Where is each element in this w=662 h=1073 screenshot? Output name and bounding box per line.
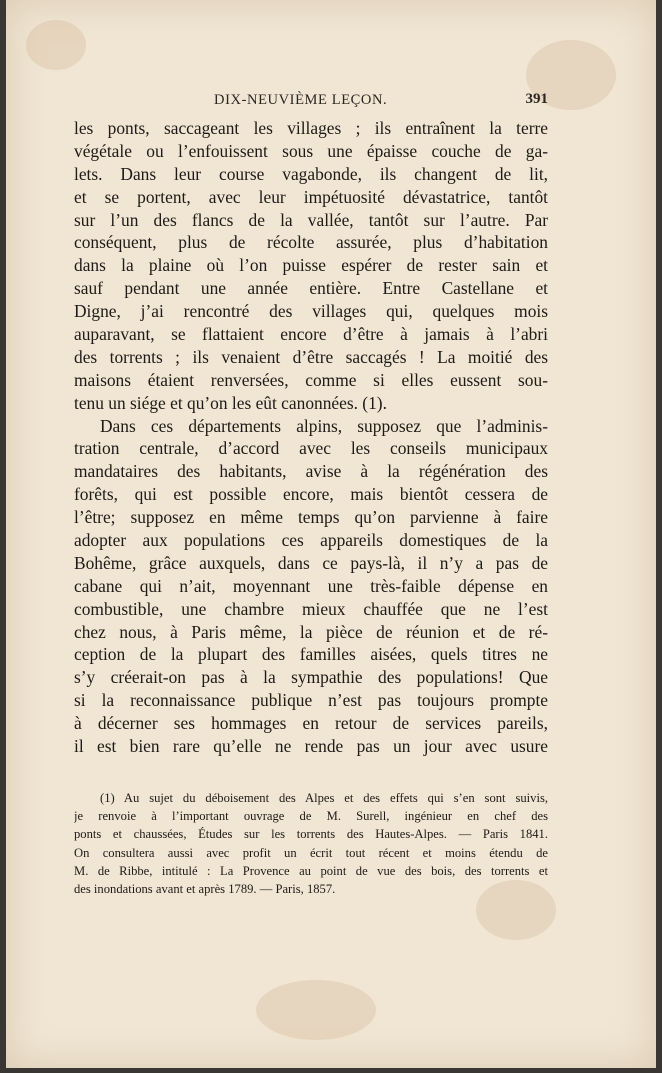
footnote-line: M. de Ribbe, intitulé : La Provence au point de vue des bois, des torrents et <box>74 863 548 878</box>
text-line: Dans ces départements alpins, supposez que l’adminis- <box>100 415 548 436</box>
text-line: ception de la plupart des familles aisées, quels titres ne <box>74 644 548 665</box>
footnote-line: (1) Au sujet du déboisement des Alpes et des effets qui s’en sont suivis, <box>100 791 548 805</box>
text-line: cabane qui n’ait, moyennant une très-faible dépense en <box>74 575 548 596</box>
text-line: conséquent, plus de récolte assurée, plus d’habitation <box>74 232 548 253</box>
foxing-stain <box>26 20 86 70</box>
text-line: sauf pendant une année entière. Entre Castellane et <box>74 278 548 299</box>
text-line: combustible, une chambre mieux chauffée que ne l’est <box>74 598 548 619</box>
footnote-line: des inondations avant et après 1789. — Paris, 1857. <box>74 881 336 896</box>
footnote-line: je renvoie à l’important ouvrage de M. Surell, ingénieur en chef des <box>74 809 548 824</box>
text-line: s’y créerait-on pas à la sympathie des populations! Que <box>74 667 548 688</box>
text-line: maisons étaient renversées, comme si elles eussent sou- <box>74 369 548 390</box>
text-line: tration centrale, d’accord avec les conseils municipaux <box>74 438 548 459</box>
foxing-stain <box>256 980 376 1040</box>
text-line: végétale ou l’enfouissent sous une épaisse couche de ga- <box>74 140 548 161</box>
text-line: si la reconnaissance publique n’est pas toujours prompte <box>74 690 548 711</box>
text-line: l’être; supposez en même temps qu’on parvienne à faire <box>74 507 548 528</box>
text-line: mandataires des habitants, avise à la régénération des <box>74 461 548 482</box>
text-line: sur l’un des flancs de la vallée, tantôt sur l’autre. Par <box>74 209 548 230</box>
running-title: DIX-NEUVIÈME LEÇON. <box>214 92 388 108</box>
footnote-line: ponts et chaussées, Études sur les torrents des Hautes-Alpes. — Paris 1841. <box>74 827 548 842</box>
book-page <box>6 0 656 1068</box>
page-number: 391 <box>525 91 548 107</box>
footnote-line: On consultera aussi avec profit un écrit tout récent et moins étendu de <box>74 845 548 860</box>
text-line: Digne, j’ai rencontré des villages qui, quelques mois <box>74 301 548 322</box>
text-line: tenu un siége et qu’on les eût canonnées. (1). <box>74 392 387 413</box>
text-line: il est bien rare qu’elle ne rende pas un jour avec usure <box>74 736 548 757</box>
text-line: auparavant, se flattaient encore d’être à jamais à l’abri <box>74 324 548 345</box>
text-line: à décerner ses hommages en retour de services pareils, <box>74 713 548 734</box>
text-line: dans la plaine où l’on puisse espérer de rester sain et <box>74 255 548 276</box>
text-line: Bohême, grâce auxquels, dans ce pays-là, il n’y a pas de <box>74 552 548 573</box>
text-line: les ponts, saccageant les villages ; ils entraînent la terre <box>74 118 548 138</box>
text-line: chez nous, à Paris même, la pièce de réunion et de ré- <box>74 621 548 642</box>
text-line: lets. Dans leur course vagabonde, ils changent de lit, <box>74 163 548 184</box>
page-header <box>74 88 548 112</box>
text-line: forêts, qui est possible encore, mais bientôt cessera de <box>74 484 548 505</box>
main-text <box>74 117 548 758</box>
text-line: adopter aux populations ces appareils domestiques de la <box>74 530 548 551</box>
text-line: des torrents ; ils venaient d’être saccagés ! La moitié des <box>74 346 548 367</box>
footnotes <box>74 789 548 898</box>
text-line: et se portent, avec leur impétuosité dévastatrice, tantôt <box>74 186 548 207</box>
